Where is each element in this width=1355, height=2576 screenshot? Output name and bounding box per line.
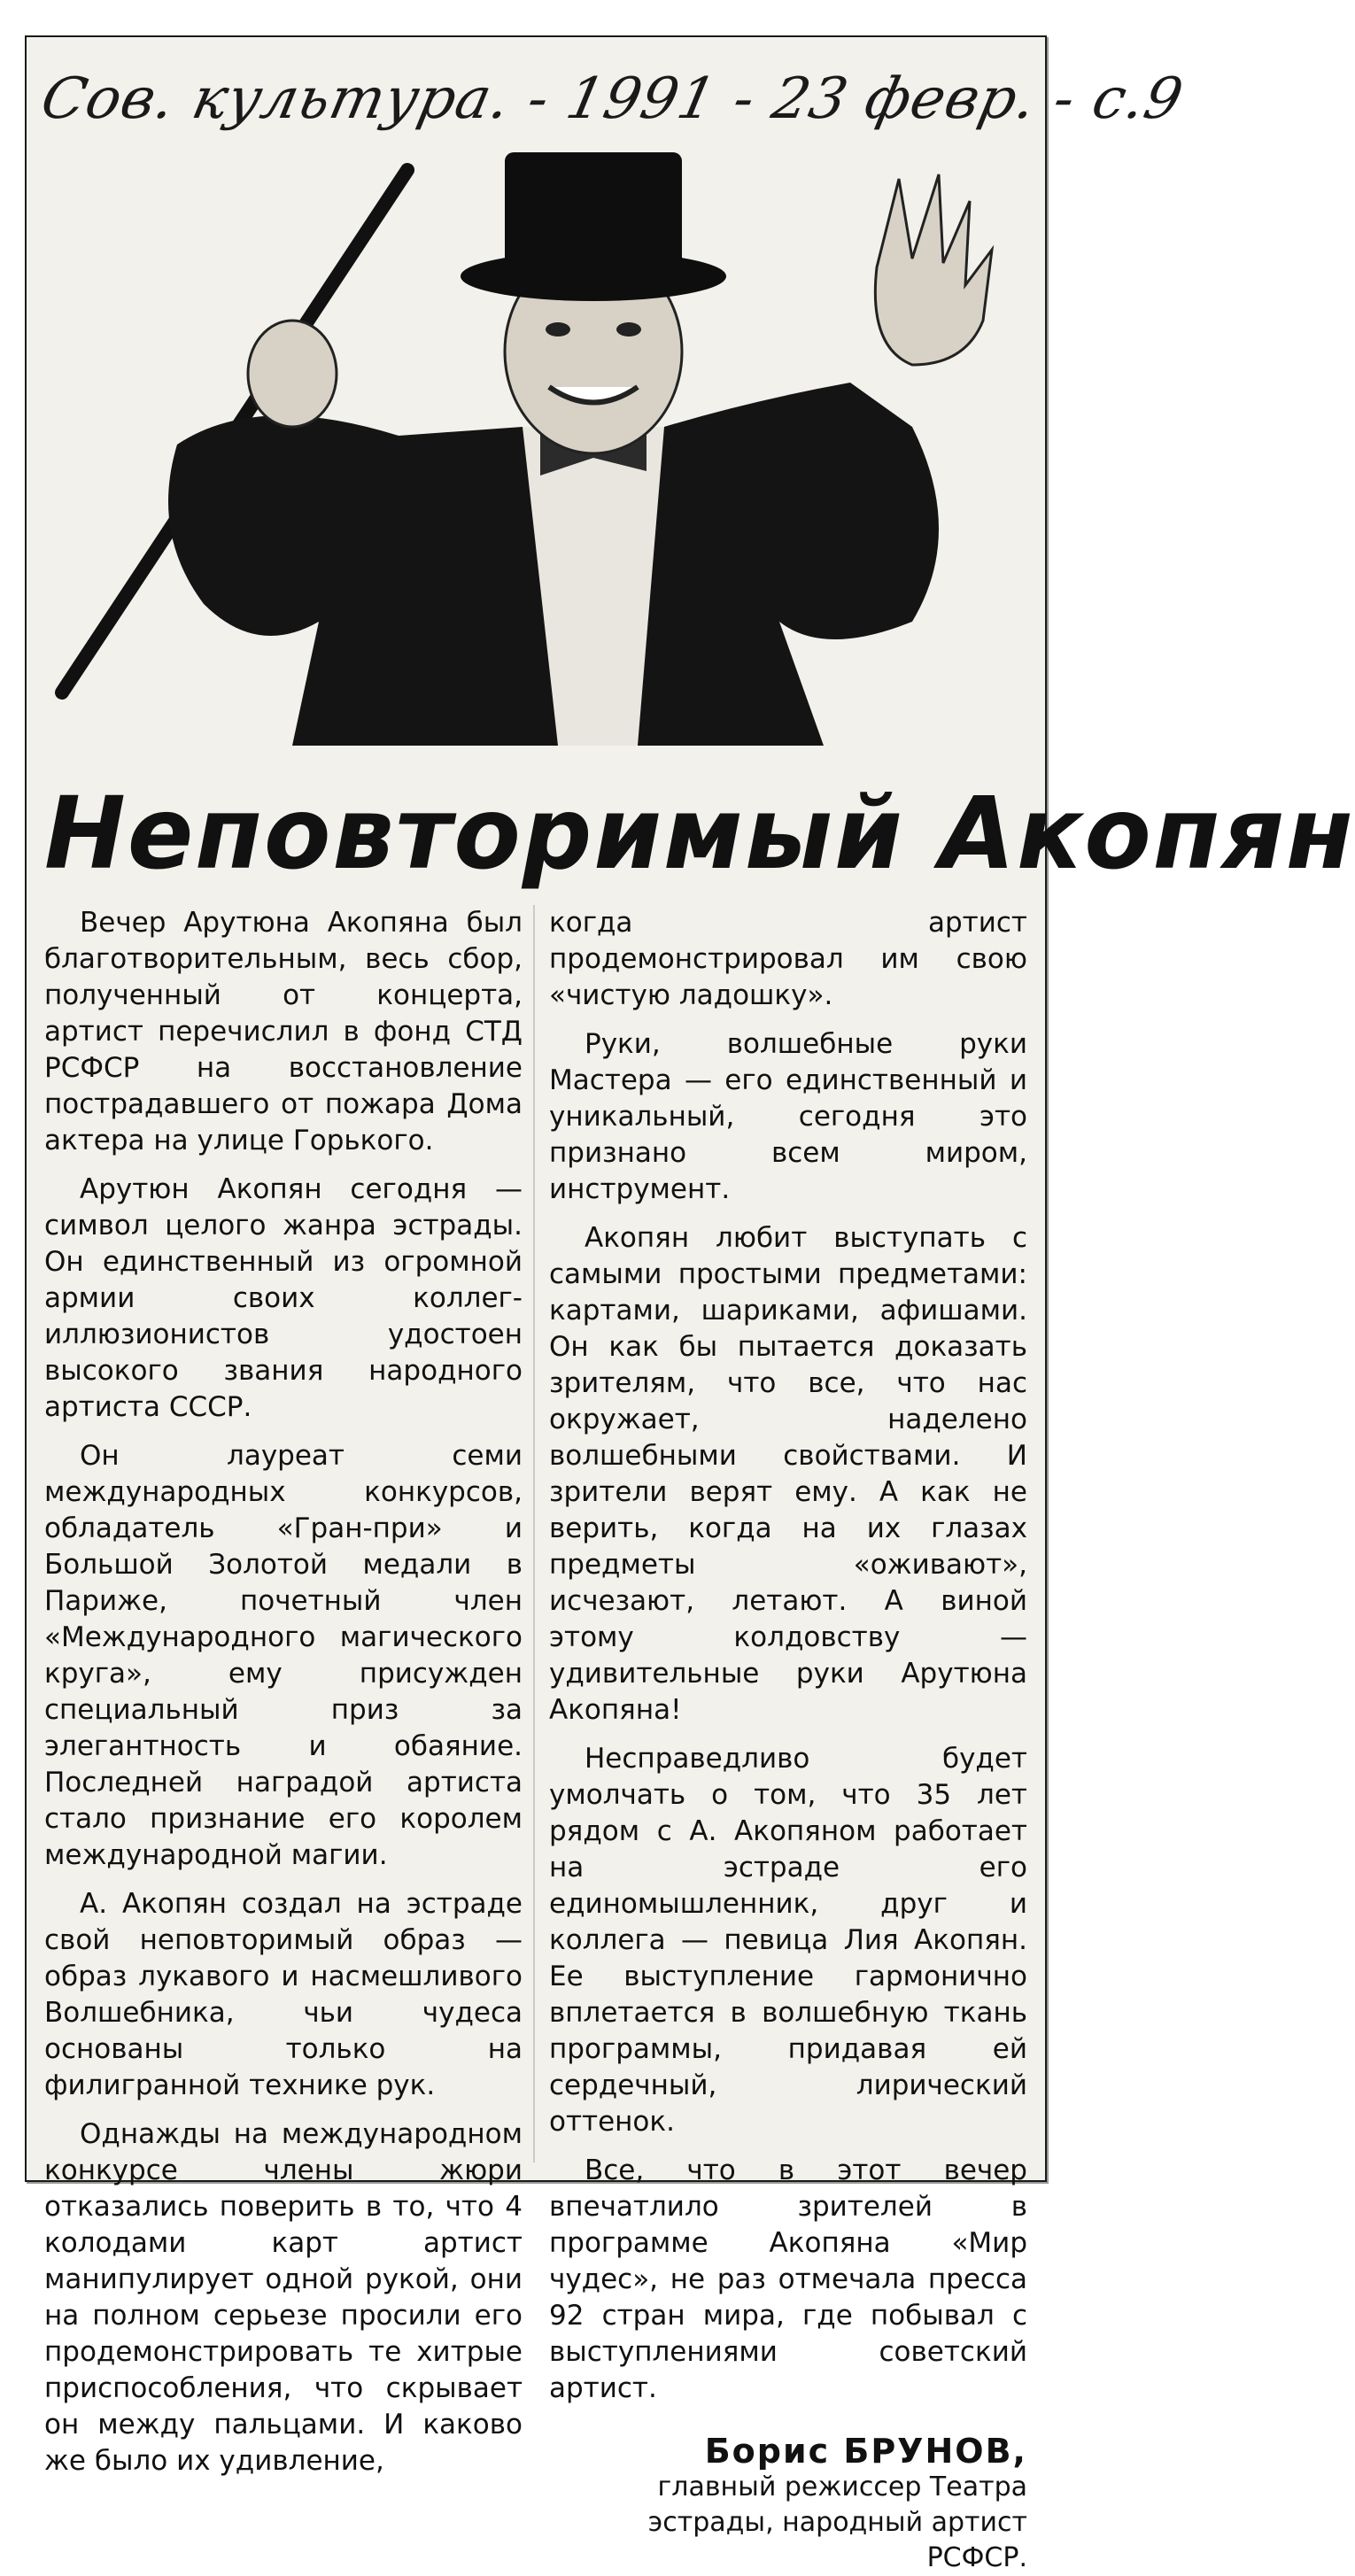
top-hat-brim [461, 251, 726, 301]
left-hand [248, 321, 337, 427]
author-role: главный режиссер Театра эстрады, народный артист РСФСР. [647, 2472, 1027, 2573]
paragraph: Акопян любит выступать с самыми простыми предметами: картами, шариками, афишами. Он как бы пытается доказать зрителям, что все, что нас окружает, наделено волшебными свойствами. И зрители верят ему. А как не верить, когда на их глазах предметы «оживают», исчезают, летают. А виной этому колдовству — удивительные руки Арутюна Акопяна! [549, 1222, 1027, 1726]
handwritten-source-note: Сов. культура. - 1991 - 23 февр. - с.9 [35, 66, 1189, 132]
paragraph: А. Акопян создал на эстраде свой неповторимый образ — образ лукавого и насмешливого Волшебника, чьи чудеса основаны только на филигранной технике рук. [44, 1888, 523, 2101]
paragraph: Однажды на международном конкурсе члены жюри отказались поверить в то, что 4 колодами карт артист манипулирует одной рукой, они на полном серьезе просили его продемонстрировать те хитрые приспособления, что скрывает он между пальцами. И каково же было их удивление, [44, 2118, 523, 2477]
paragraph: Все, что в этот вечер впечатлило зрителей в программе Акопяна «Мир чудес», не раз отмечала пресса 92 стран мира, где побывал с выступлениями советский артист. [549, 2154, 1027, 2404]
magician-photo [27, 161, 1045, 746]
paragraph: когда артист продемонстрировал им свою «чистую ладошку». [549, 907, 1027, 1011]
paragraph: Несправедливо будет умолчать о том, что 35 лет рядом с А. Акопяном работает на эстраде его единомышленник, друг и коллега — певица Лия Акопян. Ее выступление гармонично вплетается в волшебную ткань программы, придавая ей сердечный, лирический оттенок. [549, 1743, 1027, 2138]
article-right-column [549, 905, 1027, 2576]
paragraph: Вечер Арутюна Акопяна был благотворительным, весь сбор, полученный от концерта, артист перечислил в фонд СТД РСФСР на восстановление пострадавшего от пожара Дома актера на улице Горького. [44, 907, 523, 1156]
paragraph: Он лауреат семи международных конкурсов, обладатель «Гран-при» и Большой Золотой медали в Париже, почетный член «Международного магического круга», ему присужден специальный приз за элегантность и обаяние. Последней наградой артиста стало признание его королем международной магии. [44, 1440, 523, 1871]
eye-right [616, 322, 641, 337]
paragraph: Арутюн Акопян сегодня — символ целого жанра эстрады. Он единственный из огромной армии своих коллег-иллюзионистов удостоен высокого звания народного артиста СССР. [44, 1173, 523, 1423]
headline: Неповторимый Акопян [44, 777, 1355, 892]
newspaper-clipping [25, 35, 1355, 2573]
article-left-column [44, 905, 523, 2492]
column-divider [533, 905, 535, 2162]
eye-left [546, 322, 570, 337]
author-name: Борис БРУНОВ, [704, 2432, 1027, 2471]
paragraph: Руки, волшебные руки Мастера — его единственный и уникальный, сегодня это признано всем миром, инструмент. [549, 1028, 1027, 1205]
